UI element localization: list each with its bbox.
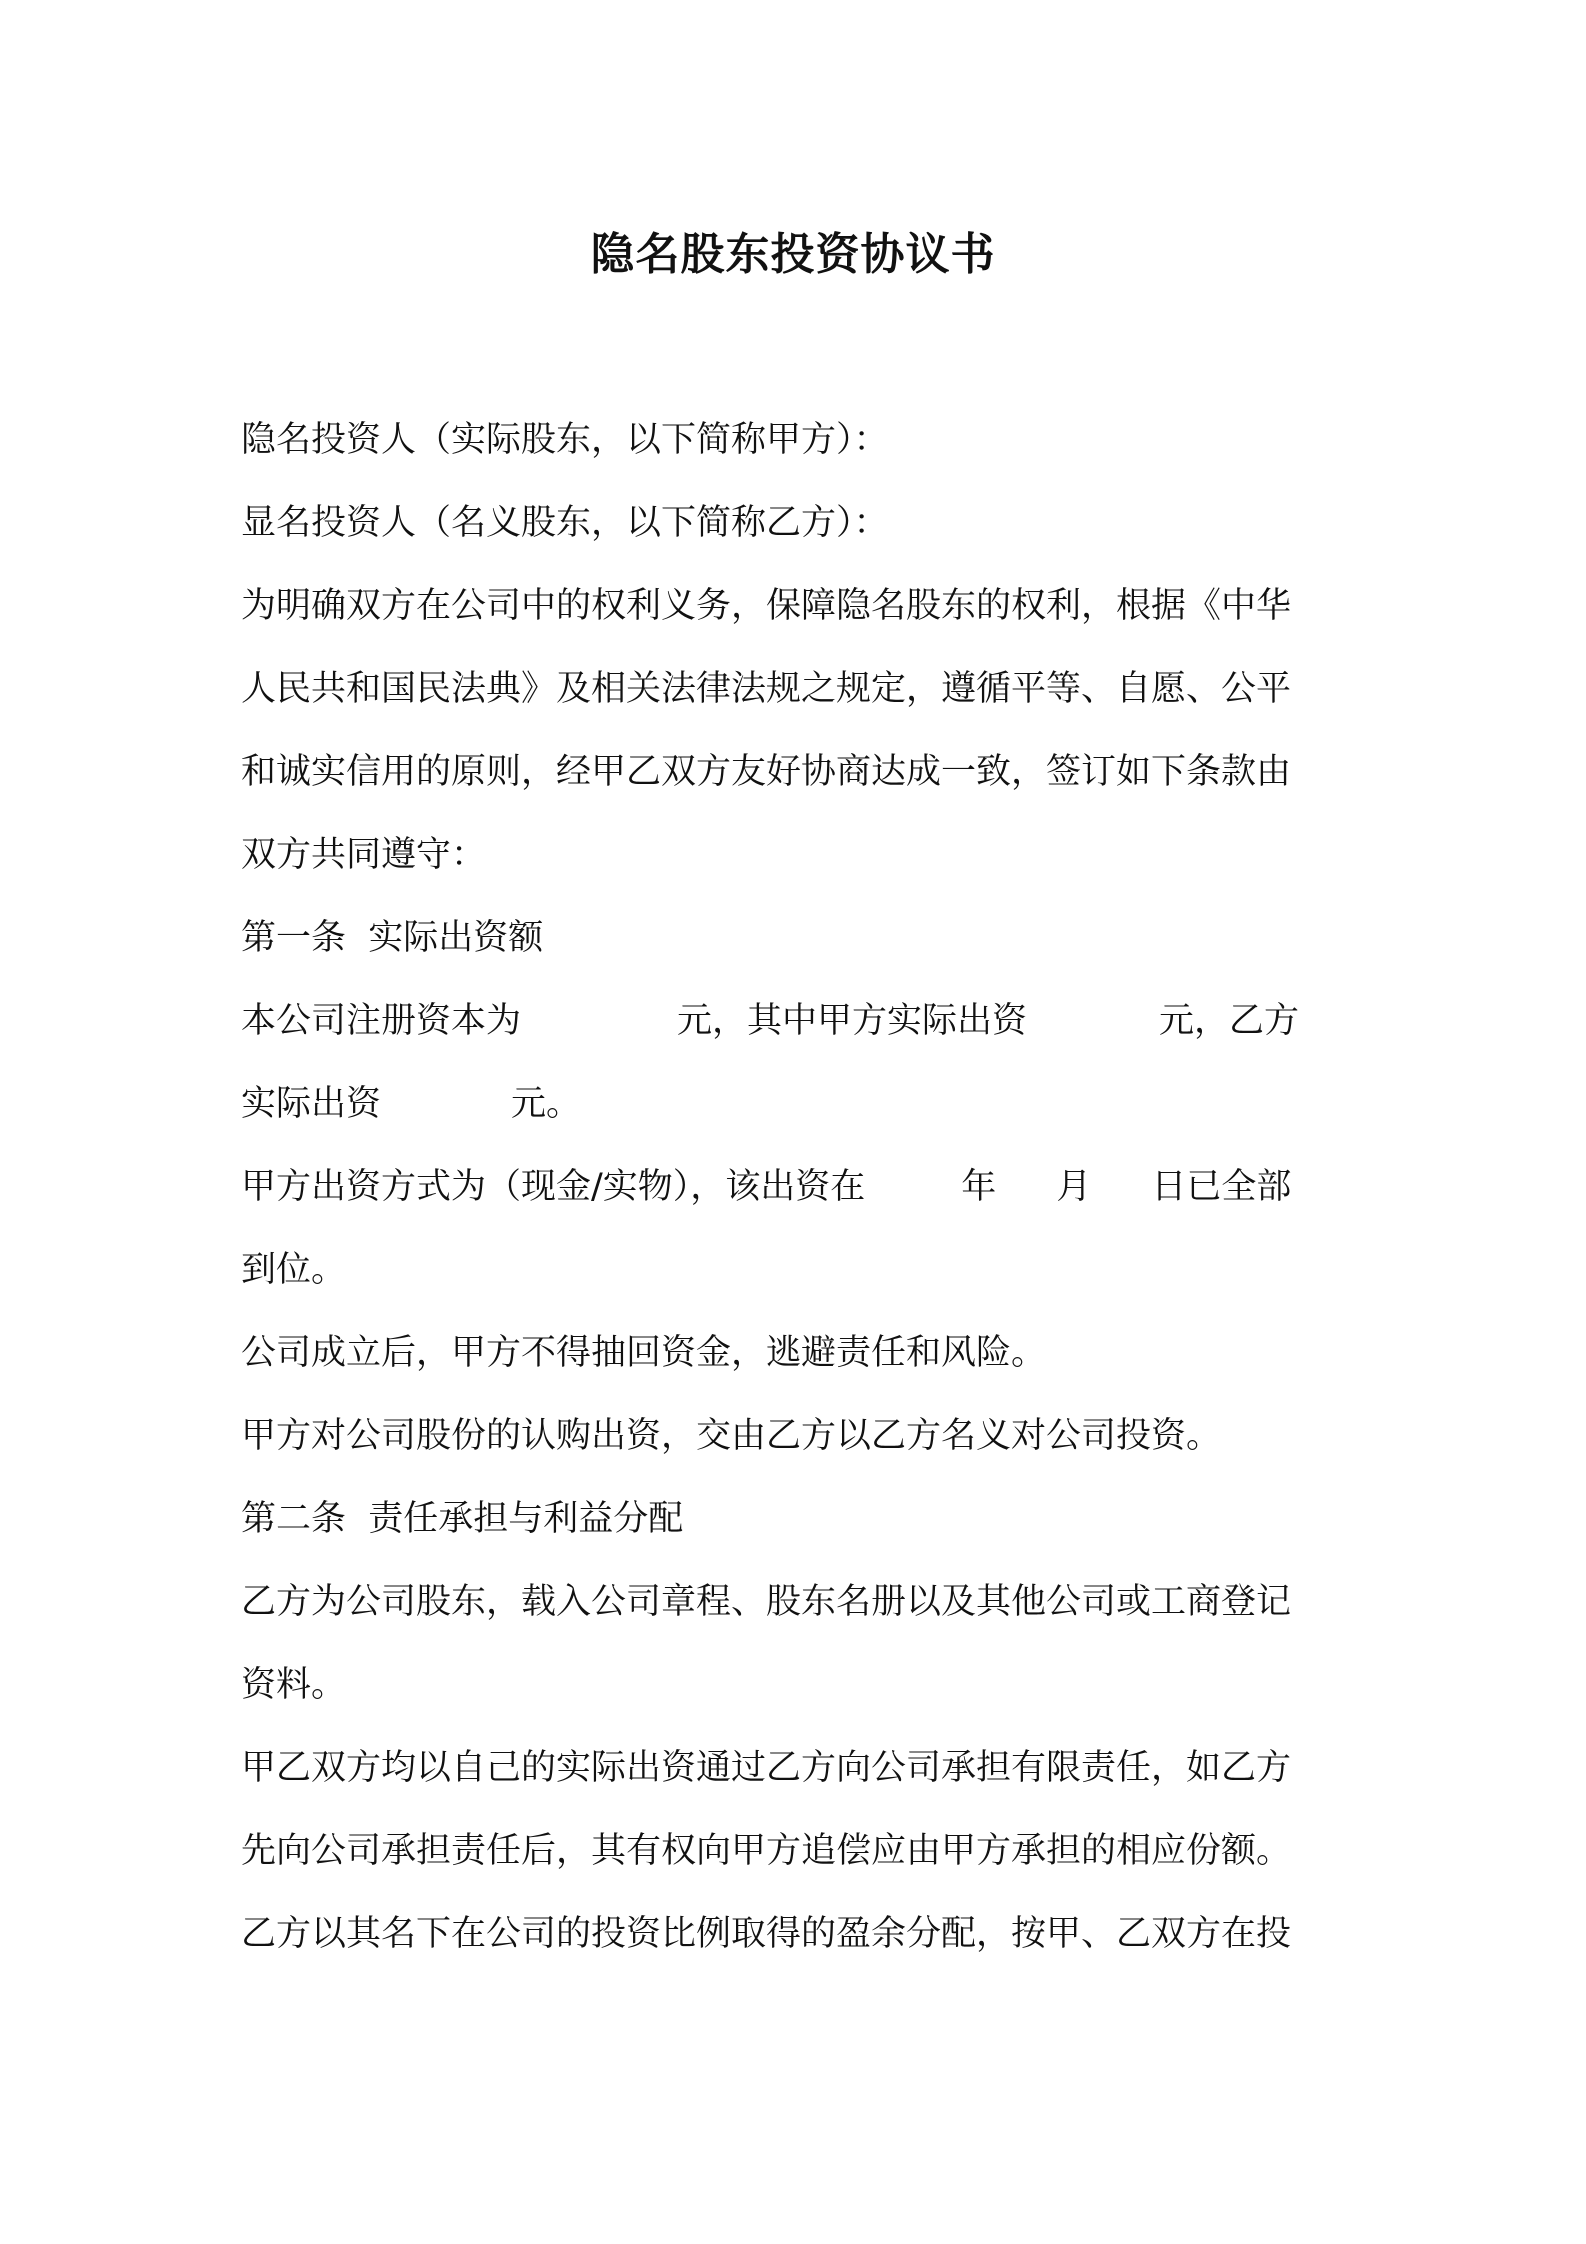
- article-2-line: 先向公司承担责任后，其有权向甲方追偿应由甲方承担的相应份额。: [241, 1831, 1292, 1871]
- preamble-line: 双方共同遵守：: [241, 835, 487, 875]
- party-b-label: 元，乙方: [1159, 1001, 1300, 1041]
- party-b-line: 显名投资人（名义股东，以下简称乙方）：: [241, 503, 889, 543]
- article-2-line: 乙方为公司股东，载入公司章程、股东名册以及其他公司或工商登记: [241, 1582, 1292, 1622]
- year-label: 年: [961, 1167, 997, 1207]
- party-b-contribution-label: 实际出资: [241, 1084, 382, 1124]
- registered-capital-line: [241, 991, 1361, 1074]
- contribution-method-label: 甲方出资方式为（现金/实物），该出资在: [241, 1167, 866, 1207]
- document-title: 隐名股东投资协议书: [590, 229, 996, 280]
- document-body: [241, 410, 1361, 1987]
- article-2-line: 资料。: [241, 1665, 347, 1705]
- contribution-method-line: [241, 1157, 1361, 1240]
- article-1-paragraph: 公司成立后，甲方不得抽回资金，逃避责任和风险。: [241, 1333, 1047, 1373]
- day-label: 日已全部: [1151, 1167, 1292, 1207]
- registered-capital-label: 本公司注册资本为: [241, 1001, 522, 1041]
- preamble-line: 和诚实信用的原则，经甲乙双方友好协商达成一致，签订如下条款由: [241, 752, 1292, 792]
- contribution-method-line-end: 到位。: [241, 1250, 347, 1290]
- party-a-contribution-label: 元，其中甲方实际出资: [677, 1001, 1028, 1041]
- article-1-heading: 第一条 实际出资额: [241, 918, 544, 958]
- yuan-label: 元。: [511, 1084, 582, 1124]
- article-2-line: 甲乙双方均以自己的实际出资通过乙方向公司承担有限责任，如乙方: [241, 1748, 1292, 1788]
- article-2-heading: 第二条 责任承担与利益分配: [241, 1499, 684, 1539]
- party-a-line: 隐名投资人（实际股东，以下简称甲方）：: [241, 420, 889, 460]
- preamble-line: 人民共和国民法典》及相关法律法规之规定，遵循平等、自愿、公平: [241, 669, 1292, 709]
- party-b-contribution-line: [241, 1074, 1361, 1157]
- month-label: 月: [1056, 1167, 1092, 1207]
- article-2-line: 乙方以其名下在公司的投资比例取得的盈余分配，按甲、乙双方在投: [241, 1914, 1292, 1954]
- article-1-paragraph: 甲方对公司股份的认购出资，交由乙方以乙方名义对公司投资。: [241, 1416, 1222, 1456]
- preamble-line: 为明确双方在公司中的权利义务，保障隐名股东的权利，根据《中华: [241, 586, 1292, 626]
